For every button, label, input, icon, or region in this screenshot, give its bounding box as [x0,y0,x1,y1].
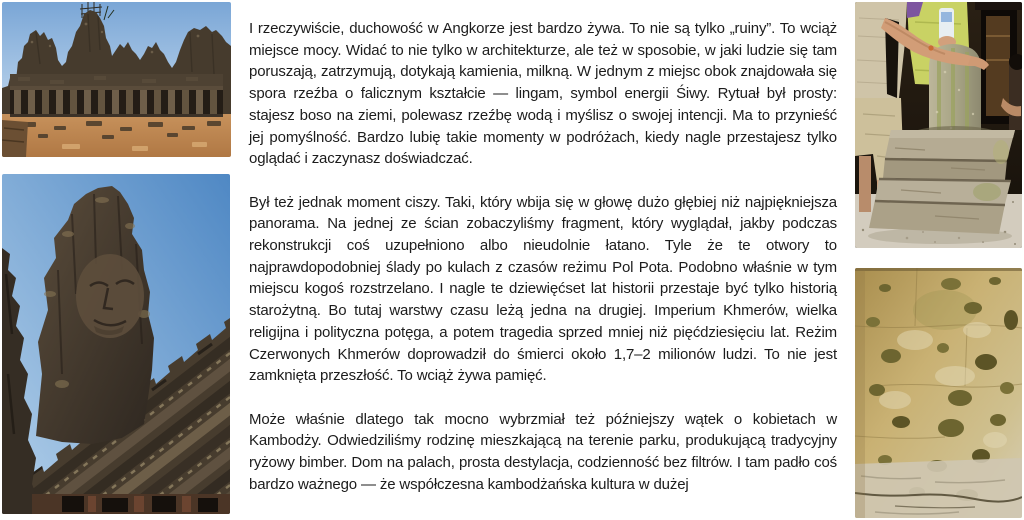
paragraph-bullet-holes-history: Był też jednak moment ciszy. Taki, który wbija się w głowę dużo głębiej niż najpiękniejsza panorama. Na jednej ze ścian zobaczyliśmy fragment, który wyglądał, jakby podczas rekonstrukcji coś uzupełniono albo nieudolnie łatano. Tyle że te otwory to najprawdopodobniej ślady po kulach z czasów reżimu Pol Pota. Podobno właśnie w tym miejscu kogoś rozstrzelano. I nagle te dziewięćset lat historii przestaje być tylko historią starożytną. Bo tutaj warstwy czasu leżą jedna na drugiej. Imperium Khmerów, wielka religijna i polityczna potęga, a potem tragedia sprzed mniej niż pięćdziesięciu lat. Reżim Czerwonych Khmerów doprowadził do śmierci około 1,7–2 milionów ludzi. To nie jest zamknięta przeszłość. To wciąż żywa pamięć. [249,193,837,385]
paragraph-cambodian-family: Może właśnie dlatego tak mocno wybrzmiał też późniejszy wątek o kobietach w Kambodży. Odwiedziliśmy rodzinę mieszkającą na terenie parku, produkującą tradycyjny ryżowy bimber. Dom na palach, prosta destylacja, codzienność bez filtrów. I tam padło coś bardzo ważnego — że współczesna kambodżańska kultura w dużej [249,410,837,493]
paragraph-angkor-spirituality: I rzeczywiście, duchowość w Angkorze jest bardzo żywa. To nie są tylko „ruiny”. To wciąż miejsce mocy. Widać to nie tylko w architekturze, ale też w sposobie, w jaki ludzie się tam poruszają, zatrzymują, dotykają kamienia, milkną. W jednym z miejsc obok znajdowała się spora rzeźba o falicznym kształcie — lingam, symbol energii Śiwy. Rytuał był prosty: stajesz boso na ziemi, polewasz rzeźbę wodą i myślisz o swojej intencji. Ma to przynieść jej pomyślność. Bardzo lubię takie momenty w podróżach, kiedy nagle przestajesz tylko oglądać i zaczynasz doświadczać. [249,20,837,168]
bayon-temple-gallery-illustration [2,2,231,157]
bayon-face-tower-illustration [2,174,230,514]
photo-lingam-stone-ritual [855,2,1022,248]
scarred-wall-illustration [855,268,1022,518]
lingam-stone-illustration [855,2,1022,248]
photo-bayon-face-tower [2,174,230,514]
photo-scarred-temple-wall [855,268,1022,518]
article-text-column [249,0,837,517]
photo-bayon-temple-gallery [2,2,231,157]
